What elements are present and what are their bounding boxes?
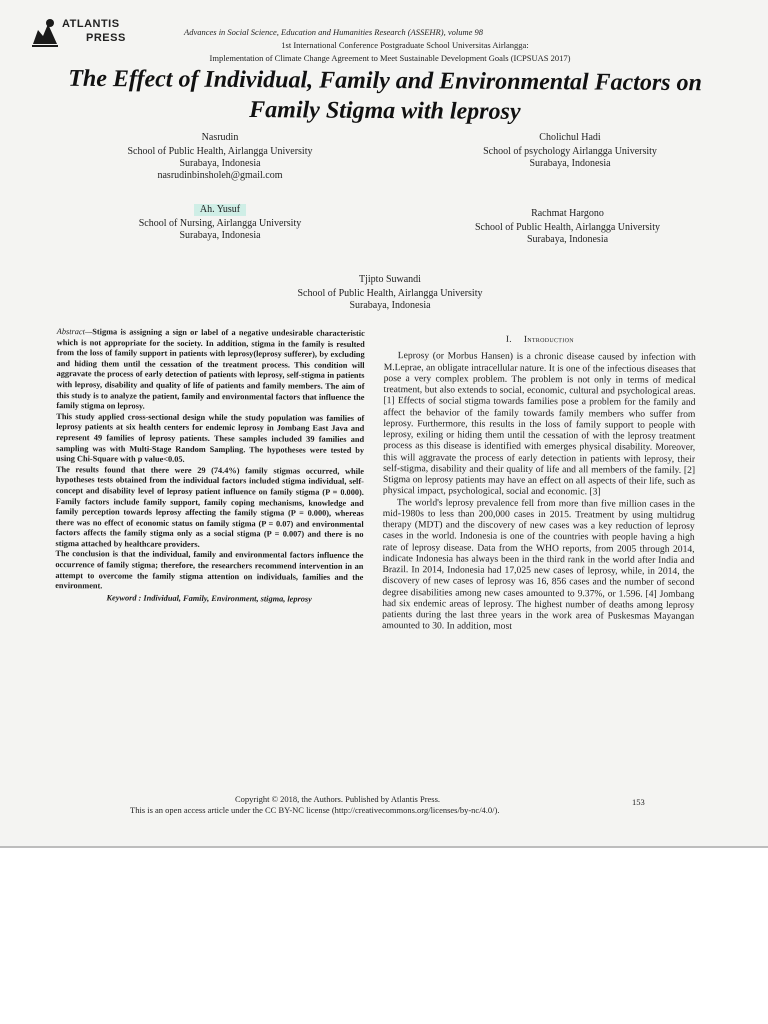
abstract-text: Stigma is assigning a sign or label of a negative undesirable characteristic which is not appropriate for the society. In addition, stigma in the family is resulted from the loss of family support in patients with leprosy(leprosy sufferer), by excluding and hiding them until the cessation of the treatment process. This condition will aggravate the process of early detection of patients with leprosy, self-stigma in patients with leprosy, disability and quality of life of patients and family members. The aim of this study is to analyze the patient, family and environmental factors that influence the family stigma on leprosy. bbox=[56, 327, 365, 411]
body-paragraph: Leprosy (or Morbus Hansen) is a chronic disease caused by infection with M.Leprae, an obligate intracellular nature. It is one of the infectious diseases that pose a very complex problem. The problem is not only in terms of medical treatment, but also extends to social, economic, cultural and psychological areas. [1] Effects of social stigma towards families pose a problem for the family and affect the behavior of the family towards family members who suffer from leprosy. Furthermore, this results in the loss of family support to people with leprosy, exiling or hiding them until the cessation of with the leprosy treatment process as this disease is identified with emerges physical disability. Moreover, this will aggravate the process of early detection in patients with leprosy, their self-stigma, disability and their quality of life and all members of the family. [2] Stigma on leprosy patients may have an effect on all aspects of their life, such as physical impact, psychological, social and economic. [3] bbox=[382, 350, 696, 498]
author-affiliation: School of Public Health, Airlangga University bbox=[475, 222, 660, 233]
author-name: Cholichul Hadi bbox=[539, 132, 601, 143]
author-city: Surabaya, Indonesia bbox=[349, 300, 431, 311]
author-city: Surabaya, Indonesia bbox=[526, 234, 609, 245]
author-block-nasrudin bbox=[80, 132, 360, 182]
introduction-section bbox=[382, 333, 696, 633]
author-name-highlighted: Ah. Yusuf bbox=[194, 204, 246, 216]
author-block-ah-yusuf bbox=[90, 204, 350, 242]
author-affiliation: School of Public Health, Airlangga University bbox=[297, 288, 483, 299]
author-name: Rachmat Hargono bbox=[531, 208, 604, 219]
journal-line: Advances in Social Science, Education and Humanities Research (ASSEHR), volume 98 bbox=[184, 27, 483, 37]
scan-edge-divider bbox=[0, 846, 768, 848]
conference-theme-line: Implementation of Climate Change Agreement to Meet Sustainable Development Goals (ICPSUAS 2017) bbox=[209, 53, 571, 63]
author-affiliation: School of psychology Airlangga University bbox=[483, 146, 657, 157]
abstract-paragraph bbox=[56, 327, 365, 414]
author-name: Tjipto Suwandi bbox=[359, 274, 421, 285]
license-line: This is an open access article under the CC BY-NC license (http://creativecommons.org/licenses/by-nc/4.0/). bbox=[130, 805, 500, 815]
section-heading bbox=[384, 333, 696, 346]
abstract-paragraph: The conclusion is that the individual, family and environmental factors influence the occurrence of family stigma; therefore, the researchers recommend intervention in an attempt to overcome the family stigma attention on individuals, families and the environment. bbox=[55, 549, 364, 591]
section-title: Introduction bbox=[523, 333, 574, 345]
author-email: nasrudinbinsholeh@gmail.com bbox=[157, 170, 283, 181]
author-block-rachmat-hargono bbox=[425, 208, 710, 246]
abstract-paragraph: The results found that there were 29 (74.4%) family stigmas occurred, while hypotheses tests obtained from the individual factors included stigma individual, self-concept and disability level of leprosy patient influence on family stigma (P = 0.000). Family factors include family support, family coping mechanisms, knowledge and family perception towards leprosy affecting the family stigma (P = 0.000), whereas there was no effect of economic status on family stigma (P = 0.07) and environmental factors affects the family stigma only as a social stigma (P = 0.007) and there is no stigma attached by healthcare providers. bbox=[55, 464, 365, 549]
atlantis-press-logo-icon bbox=[30, 16, 60, 48]
conference-line: 1st International Conference Postgraduate School Universitas Airlangga: bbox=[281, 40, 529, 50]
author-city: Surabaya, Indonesia bbox=[529, 158, 611, 169]
author-name: Nasrudin bbox=[201, 132, 239, 143]
section-number: I. bbox=[505, 333, 512, 344]
author-affiliation: School of Public Health, Airlangga University bbox=[127, 146, 313, 157]
publisher-name-line1: ATLANTIS bbox=[62, 18, 120, 30]
abstract-label: Abstract— bbox=[56, 327, 93, 337]
publisher-logo bbox=[30, 16, 140, 52]
running-header bbox=[150, 26, 620, 65]
keywords-line: Keyword : Individual, Family, Environment, stigma, leprosy bbox=[106, 593, 312, 604]
abstract-section bbox=[55, 327, 365, 605]
paper-title: The Effect of Individual, Family and Environmental Factors on Family Stigma with leprosy bbox=[68, 65, 702, 125]
author-affiliation: School of Nursing, Airlangga University bbox=[138, 218, 302, 229]
copyright-line: Copyright © 2018, the Authors. Published by Atlantis Press. bbox=[235, 794, 441, 804]
publisher-name-line2: PRESS bbox=[86, 32, 126, 44]
author-city: Surabaya, Indonesia bbox=[179, 230, 261, 241]
abstract-paragraph: This study applied cross-sectional design while the study population was families of leprosy patients at six health centers for endemic leprosy in Jombang East Java and represent 49 families of leprosy patients. These samples included 39 families and sampling was with Multi-Stage Random Sampling. The hypotheses were tested by using Chi-Square with p value<0.05. bbox=[56, 411, 365, 464]
author-city: Surabaya, Indonesia bbox=[179, 158, 261, 169]
author-block-cholichul-hadi bbox=[430, 132, 710, 170]
body-paragraph: The world's leprosy prevalence fell from more than five million cases in the mid-1980s to less than 200,000 cases in 2015. Treatment by using multidrug therapy (MDT) and the discovery of new cases was a key reduction of leprosy cases in the world. Indonesia is one of the countries with people having a high rate of leprosy disease. Data from the WHO reports, from 2005 through 2014, indicate Indonesia has always been in the third rank in the world after India and Brazil. In 2014, Indonesia had 17,025 new cases of leprosy, while, in 2014, the discovery of new cases of leprosy was 16, 856 cases and the number of second degree disabilities among new cases amounted to 9.37%, or 1.596. [4] Jombang had six endemic areas of leprosy. The highest number of deaths among leprosy patients during the last three years in the work area of Puskesmas Mayangan amounted to 30. In addition, most bbox=[382, 496, 695, 633]
author-block-tjipto-suwandi bbox=[255, 274, 525, 312]
page-number: 153 bbox=[632, 797, 645, 807]
publisher-name bbox=[62, 17, 126, 45]
page-footer bbox=[120, 794, 660, 816]
